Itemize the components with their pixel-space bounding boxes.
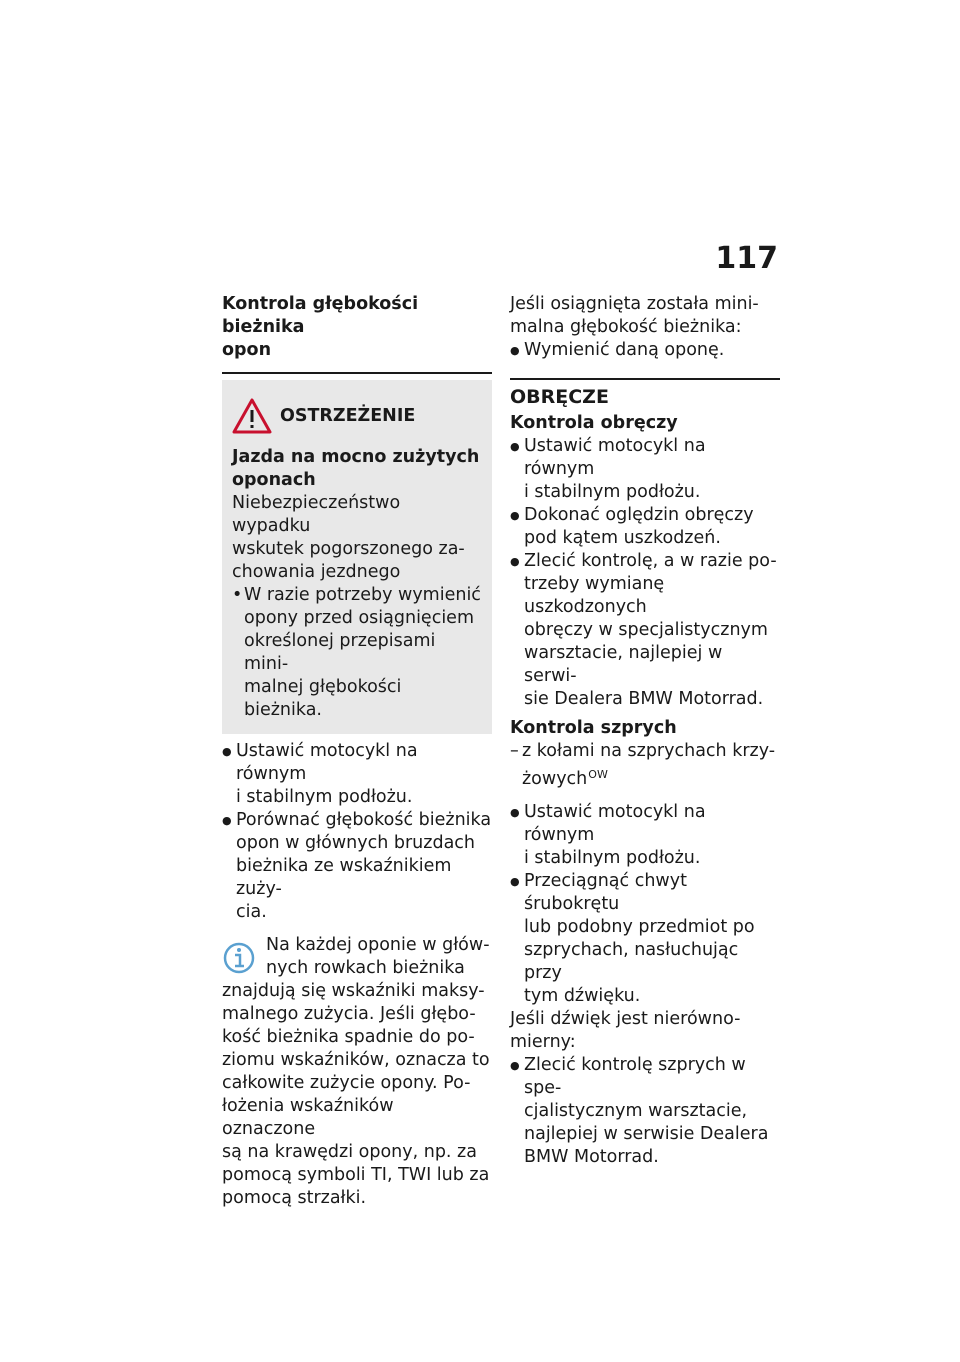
warning-text-line: wskutek pogorszonego za- [232, 539, 465, 559]
left-column [222, 293, 492, 1210]
info-line: są na krawędzi opony, np. za [222, 1142, 477, 1162]
list-item [510, 504, 780, 550]
list-item [222, 740, 492, 809]
info-line: łożenia wskaźników oznaczone [222, 1096, 394, 1139]
spokes-final-bullets [510, 1054, 780, 1169]
list-item-line: pod kątem uszkodzeń. [524, 528, 721, 548]
info-icon [222, 938, 256, 978]
spokes-condition-line: z kołami na szprychach krzy- [522, 741, 776, 761]
info-line: ziomu wskaźników, oznacza to [222, 1050, 490, 1070]
warning-header [232, 396, 482, 436]
list-item-line: sie Dealera BMW Motorrad. [524, 689, 764, 709]
info-line: kość bieżnika spadnie do po- [222, 1027, 475, 1047]
warning-bullet-line: opony przed osiągnięciem [244, 608, 474, 628]
warning-bullet-line: • W razie potrzeby wymienić [244, 585, 481, 605]
spokes-condition [510, 740, 780, 791]
list-item-line: ● Zlecić kontrolę szprych w spe- [524, 1055, 746, 1098]
list-item-line: warsztacie, najlepiej w serwi- [524, 643, 723, 686]
list-item-line: ● Wymienić daną oponę. [524, 340, 725, 360]
list-item [510, 339, 780, 362]
info-line: Na każdej oponie w głów- [266, 935, 490, 955]
section-title-rims: OBRĘCZE [510, 386, 609, 408]
list-item [510, 550, 780, 711]
info-line: pomocą strzałki. [222, 1188, 367, 1208]
list-item-line: i stabilnym podłożu. [236, 787, 413, 807]
list-item-line: bieżnika ze wskaźnikiem zuży- [236, 856, 452, 899]
intro-text [510, 293, 780, 339]
warning-text-line: chowania jezdnego [232, 562, 401, 582]
warning-text [232, 492, 482, 584]
warning-box [222, 380, 492, 734]
list-item-line: tym dźwięku. [524, 986, 641, 1006]
list-item-line: ● Dokonać oględzin obręczy [524, 505, 754, 525]
list-item-line: BMW Motorrad. [524, 1147, 659, 1167]
warning-text-line: Niebezpieczeństwo wypadku [232, 493, 401, 536]
list-item-line: szprychach, nasłuchując przy [524, 940, 739, 983]
list-item-line: ● Przeciągnąć chwyt śrubokrętu [524, 871, 687, 914]
spokes-bullets [510, 801, 780, 1008]
warning-subtitle-line: Jazda na mocno zużytych [232, 447, 480, 467]
divider [510, 378, 780, 380]
info-line: całkowite zużycie opony. Po- [222, 1073, 471, 1093]
conditional-line: Jeśli dźwięk jest nierówno- [510, 1009, 741, 1029]
spokes-condition-line: żowych [522, 769, 588, 789]
spokes-heading: Kontrola szprych [510, 718, 677, 738]
spokes-conditional [510, 1008, 780, 1054]
intro-bullets [510, 339, 780, 362]
list-item-line: i stabilnym podłożu. [524, 848, 701, 868]
rims-heading: Kontrola obręczy [510, 413, 678, 433]
section-heading-tread [222, 293, 492, 362]
list-item-line: cjalistycznym warsztacie, [524, 1101, 748, 1121]
page-number: 117 [715, 241, 778, 276]
info-note [222, 934, 492, 1210]
warning-bullet-line: określonej przepisami mini- [244, 631, 436, 674]
warning-title: OSTRZEŻENIE [280, 405, 416, 426]
warning-triangle-icon [232, 398, 272, 434]
list-item-line: obręczy w specjalistycznym [524, 620, 768, 640]
list-item [510, 801, 780, 870]
list-item-line: lub podobny przedmiot po [524, 917, 755, 937]
intro-line: Jeśli osiągnięta została mini- [510, 294, 759, 314]
warning-subtitle-line: oponach [232, 470, 316, 490]
warning-bullet [232, 584, 482, 722]
rims-bullets [510, 435, 780, 711]
list-item [510, 1054, 780, 1169]
list-item-line: ● Ustawić motocykl na równym [524, 802, 706, 845]
list-item-line: ● Porównać głębokość bieżnika [236, 810, 492, 830]
heading-line: opon [222, 340, 272, 360]
info-line: pomocą symboli TI, TWI lub za [222, 1165, 490, 1185]
info-line: znajdują się wskaźniki maksy- [222, 981, 485, 1001]
dash-mark: – [510, 741, 519, 761]
list-item [222, 809, 492, 924]
divider [222, 372, 492, 374]
list-item-line: najlepiej w serwisie Dealera [524, 1124, 769, 1144]
list-item [510, 870, 780, 1008]
heading-line: Kontrola głębokości bieżnika [222, 294, 419, 337]
intro-line: malna głębokość bieżnika: [510, 317, 742, 337]
info-line: malnego zużycia. Jeśli głębo- [222, 1004, 476, 1024]
list-item-line: ● Ustawić motocykl na równym [236, 741, 418, 784]
list-item-line: opon w głównych bruzdach [236, 833, 476, 853]
warning-bullets [232, 584, 482, 722]
list-item-line: ● Ustawić motocykl na równym [524, 436, 706, 479]
warning-subtitle [232, 446, 482, 492]
right-column [510, 293, 780, 1169]
option-superscript: OW [588, 768, 608, 781]
list-item-line: i stabilnym podłożu. [524, 482, 701, 502]
info-line: nych rowkach bieżnika [266, 958, 465, 978]
warning-bullet-line: malnej głębokości bieżnika. [244, 677, 402, 720]
conditional-line: mierny: [510, 1032, 576, 1052]
list-item [510, 435, 780, 504]
list-item-line: ● Zlecić kontrolę, a w razie po- [524, 551, 777, 571]
tread-bullets [222, 740, 492, 924]
list-item-line: trzeby wymianę uszkodzonych [524, 574, 665, 617]
list-item-line: cia. [236, 902, 267, 922]
